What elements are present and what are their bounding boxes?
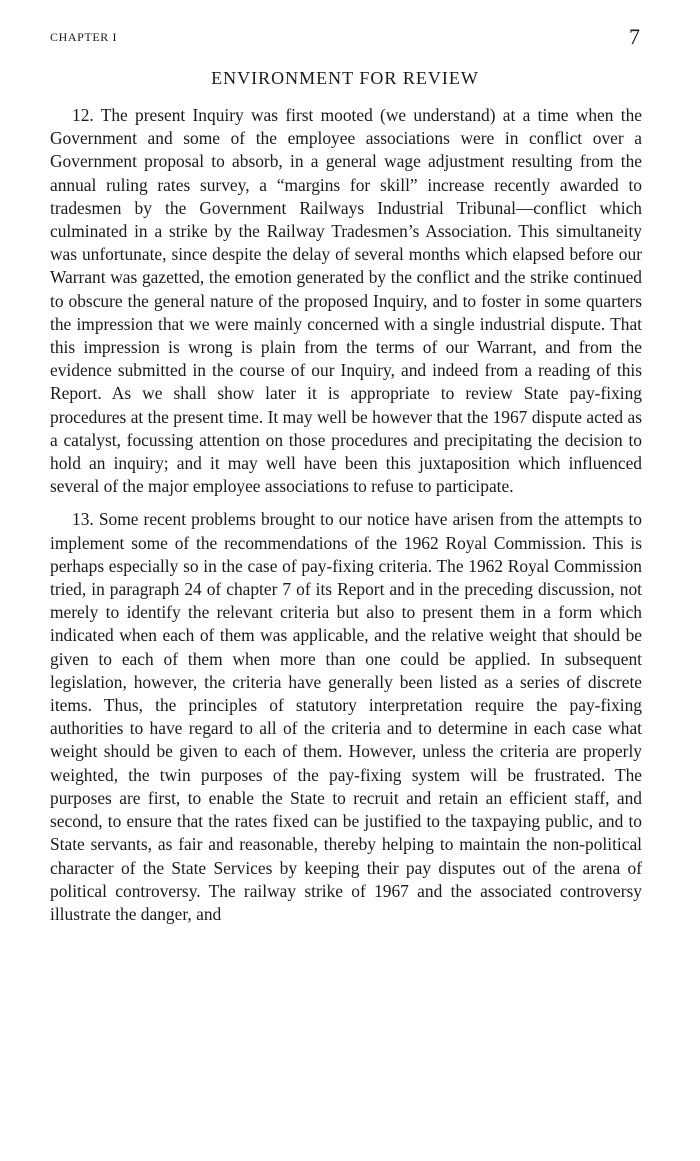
- body-text: [50, 104, 642, 936]
- paragraph-12: 12. The present Inquiry was first mooted (we understand) at a time when the Government and some of the employee associations were in conflict over a Government proposal to absorb, in a general wage adjustment resulting from the annual ruling rates survey, a “margins for skill” increase recently awarded to tradesmen by the Government Railways Industrial Tribunal—conflict which culminated in a strike by the Railway Tradesmen’s Association. This simultaneity was unfortunate, since despite the delay of several months which elapsed before our Warrant was gazetted, the emotion generated by the conflict and the strike continued to obscure the general nature of the proposed Inquiry, and to foster in some quarters the impression that we were mainly concerned with a single industrial dispute. That this impression is wrong is plain from the terms of our Warrant, and from the evidence submitted in the course of our Inquiry, and indeed from a reading of this Report. As we shall show later it is appropriate to review State pay-fixing procedures at the present time. It may well be however that the 1967 dispute acted as a catalyst, focussing attention on those procedures and precipitating the decision to hold an inquiry; and it may well have been this juxtaposition which influenced several of the major employee associations to refuse to participate.: [50, 105, 642, 497]
- page-number: 7: [629, 24, 640, 49]
- running-head: [50, 24, 640, 49]
- chapter-label: CHAPTER I: [50, 30, 118, 44]
- section-heading: ENVIRONMENT FOR REVIEW: [211, 68, 479, 88]
- paragraph-13: 13. Some recent problems brought to our notice have arisen from the attempts to implement some of the recommendations of the 1962 Royal Commission. This is perhaps especially so in the case of pay-fixing criteria. The 1962 Royal Commission tried, in paragraph 24 of chapter 7 of its Report and in the preceding discussion, not merely to identify the relevant criteria but also to present them in a form which indicated when each of them was applicable, and the relative weight that should be given to each of them when more than one could be applied. In subsequent legislation, however, the criteria have generally been listed as a series of discrete items. Thus, the principles of statutory interpretation require the pay-fixing authorities to have regard to all of the criteria and to determine in each case what weight should be given to each of them. However, unless the criteria are properly weighted, the twin purposes of the pay-fixing system will be frustrated. The purposes are first, to enable the State to recruit and retain an efficient staff, and second, to ensure that the rates fixed can be justified to the taxpaying public, and to State servants, as fair and reasonable, thereby helping to maintain the non-political character of the State Services by keeping their pay disputes out of the arena of political controversy. The railway strike of 1967 and the associated controversy illustrate the danger, and: [50, 509, 642, 924]
